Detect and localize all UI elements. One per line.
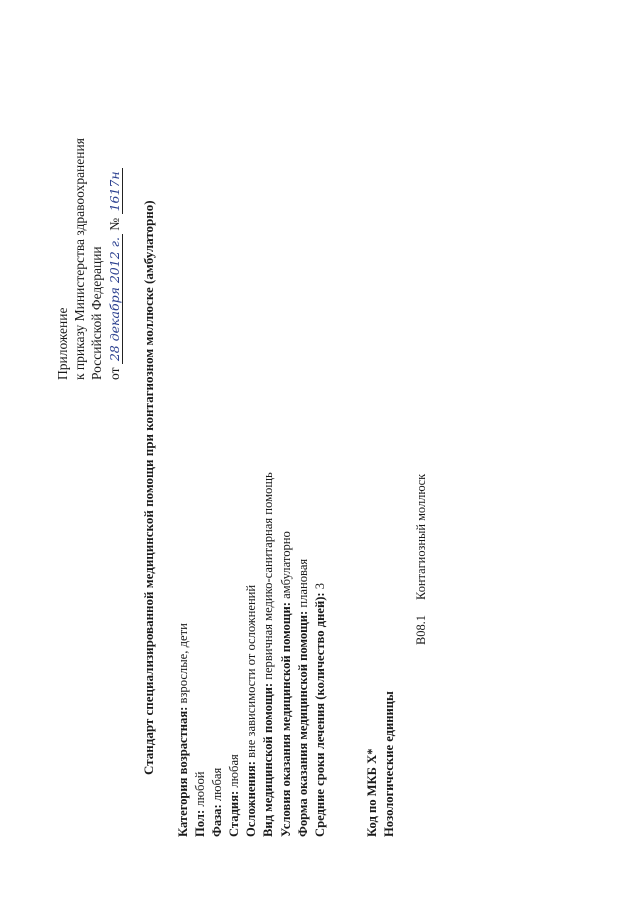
param-label: Форма оказания медицинской помощи: [295,610,310,837]
param-label: Стадия: [227,790,242,837]
handwritten-date: 28 декабря 2012 г. [108,234,123,364]
handwritten-order-number: 1617н [108,168,123,214]
appendix-block [54,138,123,380]
param-value: амбулаторно [278,531,293,599]
param-row [243,472,260,837]
param-row [260,472,277,837]
param-label: Условия оказания медицинской помощи: [278,602,293,837]
param-label: Пол: [193,809,208,837]
number-prefix: № [106,217,122,231]
param-label: Фаза: [210,804,225,837]
icd-row [414,474,429,645]
param-row [295,472,312,837]
param-label: Осложнения: [244,761,259,837]
param-value: любой [193,771,208,807]
appendix-date-line [106,138,123,380]
param-row [278,472,295,837]
param-label: Категория возрастная: [176,706,190,837]
param-label: Средние сроки лечения (количество дней): [312,592,327,837]
param-row [312,472,329,837]
nosological-units-heading: Нозологические единицы [382,691,396,837]
document-title: Стандарт специализированной медицинской помощи при контагиозном моллюске (амбулаторно) [141,200,156,775]
param-row [209,472,226,837]
param-label: Вид медицинской помощи: [261,682,276,837]
classification-block [364,691,398,837]
standard-parameters [175,472,329,837]
param-row [226,472,243,837]
param-value: первичная медико-санитарная помощь [261,472,276,680]
icd-code-heading: Код по МКБ X* [365,748,379,837]
date-prefix: от [106,367,122,380]
param-value: любая [210,767,225,802]
appendix-line-1: Приложение [55,307,70,380]
appendix-line-2: к приказу Министерства здравоохранения [72,138,88,380]
param-value: плановая [295,558,310,608]
param-value: вне зависимости от осложнений [244,584,259,758]
param-value: 3 [312,582,327,590]
icd-diagnosis-name: Контагиозный моллюск [414,473,428,600]
param-row [192,472,209,837]
appendix-line-3: Российской Федерации [89,246,105,380]
param-row [175,472,192,837]
param-value: любая [227,754,242,788]
param-value: взрослые, дети [176,623,190,704]
icd-code: B08.1 [414,615,428,645]
